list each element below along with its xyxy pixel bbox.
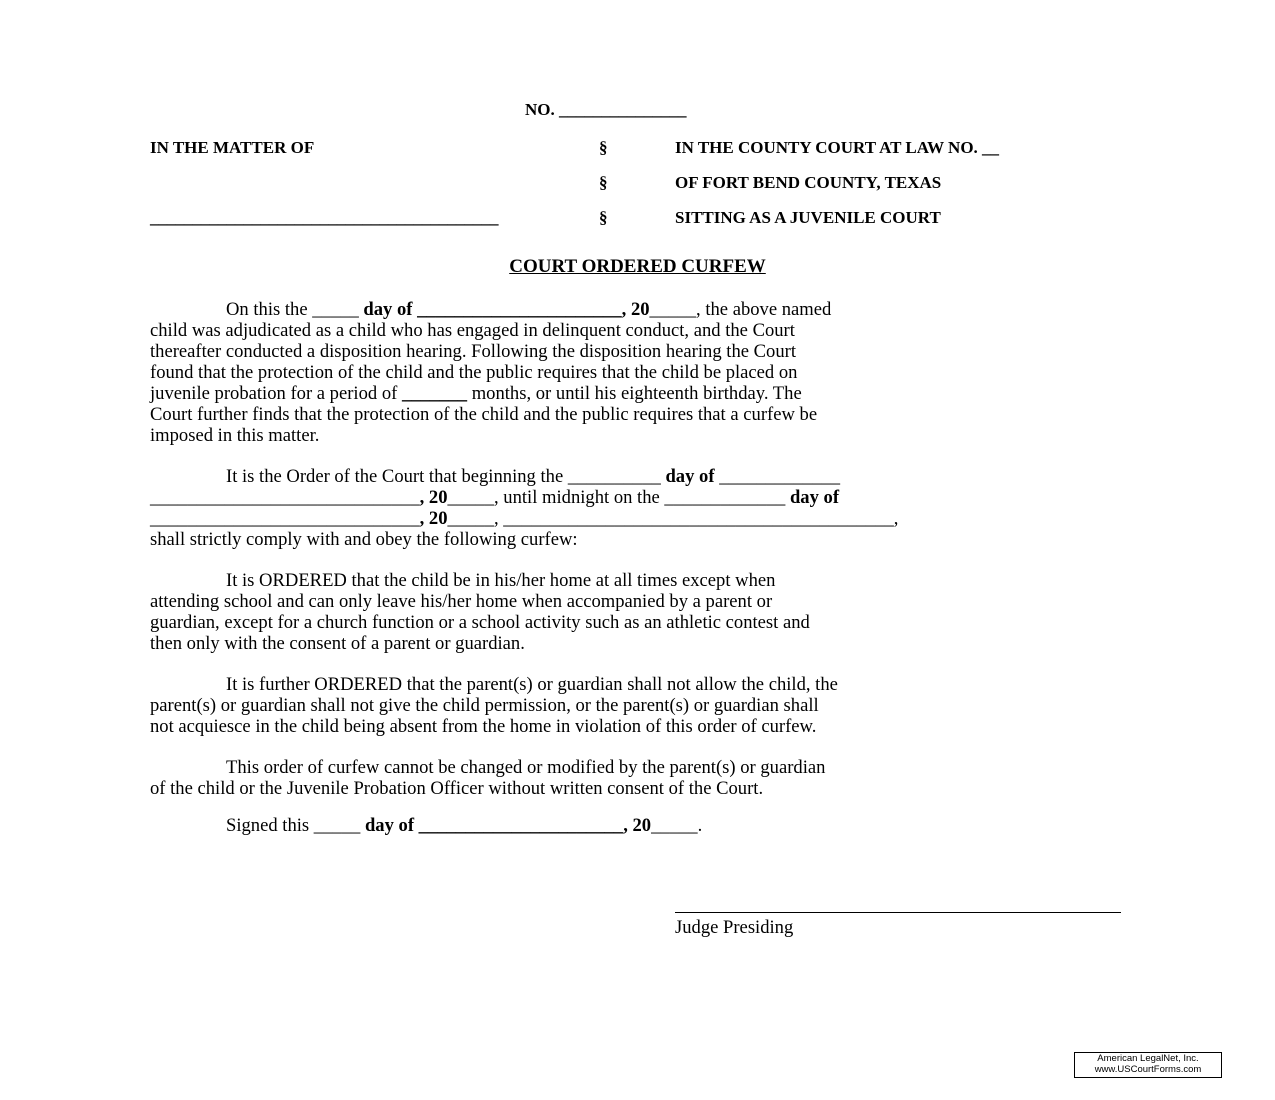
paragraph-1-line: thereafter conducted a disposition hearing. Following the disposition hearing the Court (150, 341, 796, 362)
paragraph-2-line: shall strictly comply with and obey the following curfew: (150, 529, 578, 550)
paragraph-1-line: imposed in this matter. (150, 425, 320, 446)
paragraph-1-line: juvenile probation for a period of _______ months, or until his eighteenth birthday. The (150, 383, 802, 404)
paragraph-3-line: guardian, except for a church function or a school activity such as an athletic contest and (150, 612, 810, 633)
judge-presiding-label: Judge Presiding (675, 917, 794, 938)
child-name-blank: _________________________________________ (150, 208, 499, 227)
court-line-2: OF FORT BEND COUNTY, TEXAS (675, 173, 942, 192)
paragraph-1-line: found that the protection of the child and the public requires that the child be placed on (150, 362, 798, 383)
paragraph-2-line: _____________________________, 20_____, __________________________________________, (150, 508, 899, 529)
section-symbol: § (599, 208, 608, 227)
case-number: NO. _______________ (525, 100, 687, 119)
judge-signature-line (675, 912, 1121, 913)
paragraph-4-line: not acquiesce in the child being absent from the home in violation of this order of curfew. (150, 716, 817, 737)
court-line-3: SITTING AS A JUVENILE COURT (675, 208, 941, 227)
paragraph-1-line: Court further finds that the protection of the child and the public requires that a curfew be (150, 404, 818, 425)
paragraph-2-line: _____________________________, 20_____, until midnight on the _____________ day of (150, 487, 840, 508)
paragraph-4-line: It is further ORDERED that the parent(s) or guardian shall not allow the child, the (226, 674, 838, 695)
paragraph-3-line: It is ORDERED that the child be in his/her home at all times except when (226, 570, 776, 591)
paragraph-1-line: On this the _____ day of ______________________, 20_____, the above named (226, 299, 832, 320)
paragraph-5-line: This order of curfew cannot be changed or modified by the parent(s) or guardian (226, 757, 826, 778)
paragraph-2-line: It is the Order of the Court that beginning the __________ day of _____________ (226, 466, 841, 487)
paragraph-5-line: of the child or the Juvenile Probation Officer without written consent of the Court. (150, 778, 764, 799)
paragraph-4-line: parent(s) or guardian shall not give the child permission, or the parent(s) or guardian shall (150, 695, 819, 716)
publisher-stamp (1074, 1052, 1222, 1078)
publisher-url: www.USCourtForms.com (1094, 1064, 1202, 1075)
section-symbol: § (599, 138, 608, 157)
in-the-matter-of-label: IN THE MATTER OF (150, 138, 315, 157)
paragraph-3-line: then only with the consent of a parent or guardian. (150, 633, 525, 654)
paragraph-1-line: child was adjudicated as a child who has engaged in delinquent conduct, and the Court (150, 320, 795, 341)
paragraph-3-line: attending school and can only leave his/her home when accompanied by a parent or (150, 591, 773, 612)
court-line-1: IN THE COUNTY COURT AT LAW NO. __ (675, 138, 1000, 157)
section-symbol: § (599, 173, 608, 192)
signed-date-line: Signed this _____ day of ______________________, 20_____. (226, 815, 703, 836)
document-title: COURT ORDERED CURFEW (509, 256, 766, 277)
publisher-name: American LegalNet, Inc. (1097, 1053, 1199, 1064)
